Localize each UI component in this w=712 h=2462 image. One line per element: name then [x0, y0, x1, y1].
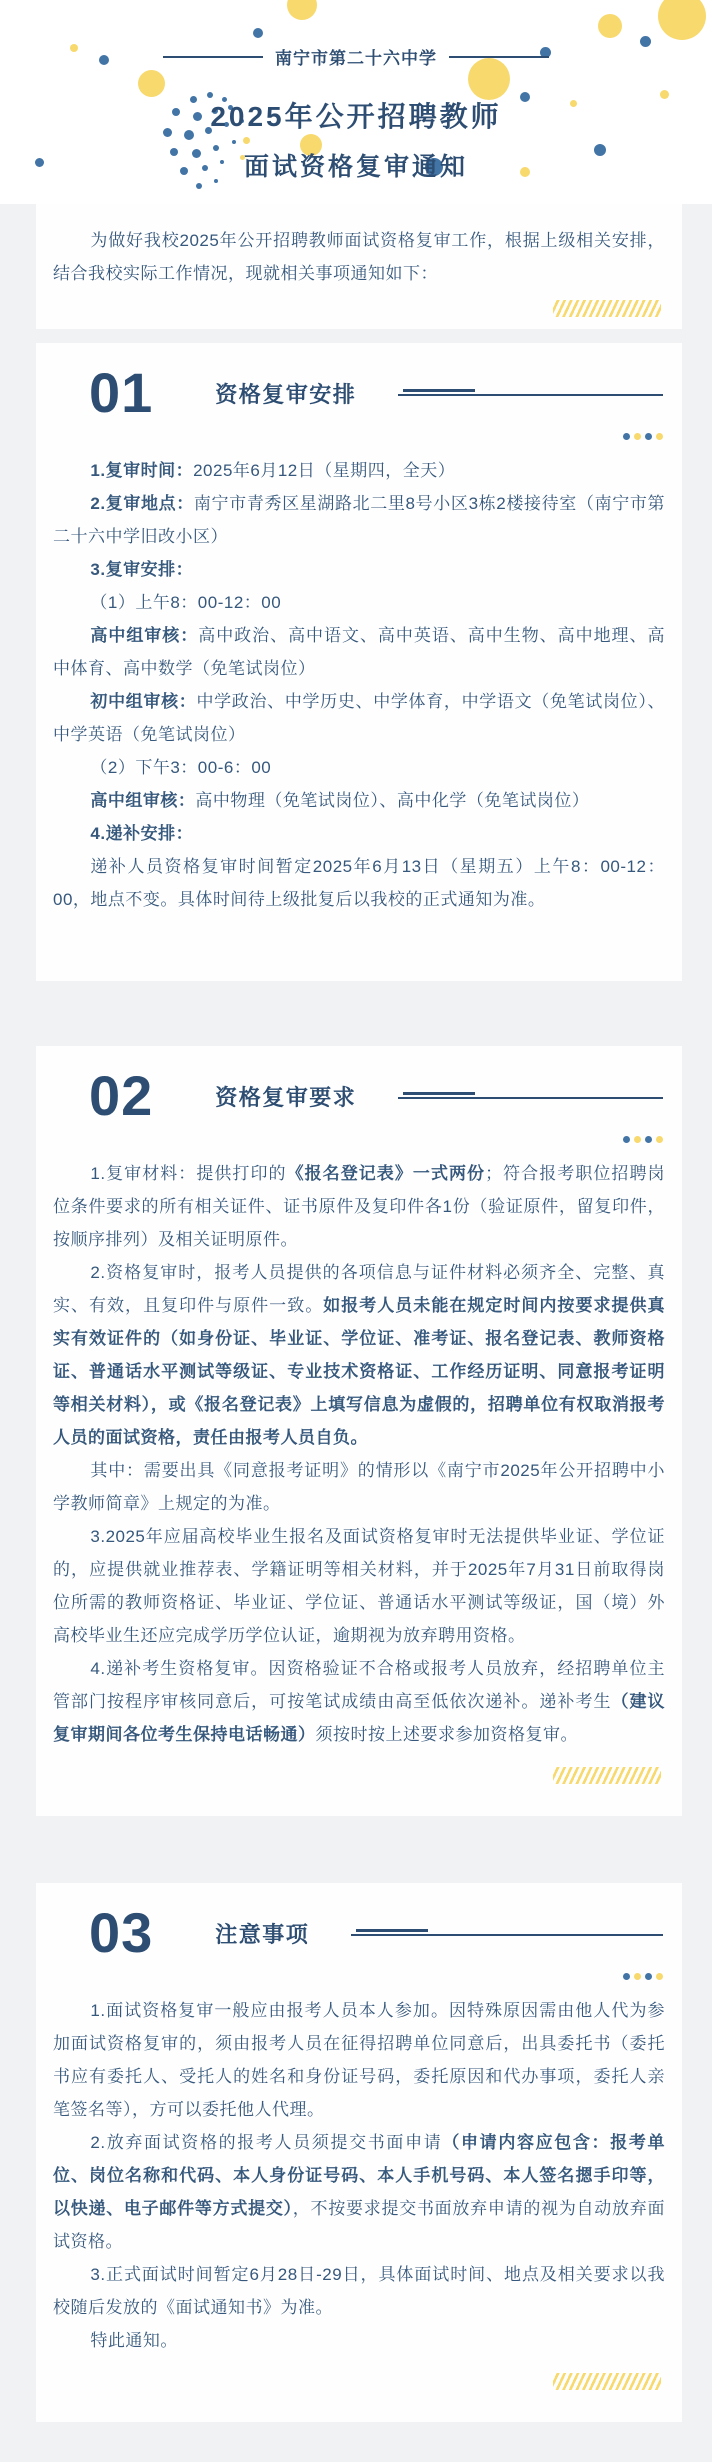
section-header — [53, 361, 665, 425]
school-name-row — [0, 0, 712, 69]
slashes-decoration — [553, 2373, 661, 2390]
blue-dot-decoration — [196, 183, 202, 189]
section-card — [36, 1046, 682, 1816]
section-card — [36, 1883, 682, 2422]
paragraph: 其中：需要出具《同意报考证明》的情形以《南宁市2025年公开招聘中小学教师简章》上规定的为准。 — [53, 1461, 665, 1513]
paragraph: 1.复审时间：2025年6月12日（星期四，全天） — [90, 461, 456, 480]
section-card — [36, 343, 682, 981]
paragraph: 高中组审核：高中政治、高中语文、高中英语、高中生物、高中地理、高中体育、高中数学（免笔试岗位） — [53, 626, 665, 678]
section-title: 注意事项 — [215, 1921, 310, 1947]
header-rule-left — [163, 56, 263, 58]
paragraph: 3.正式面试时间暂定6月28日-29日，具体面试时间、地点及相关要求以我校随后发放的《面试通知书》为准。 — [53, 2265, 665, 2317]
dots-decoration — [53, 1973, 663, 1980]
paragraph: 2.放弃面试资格的报考人员须提交书面申请（申请内容应包含：报考单位、岗位名称和代码、本人身份证号码、本人手机号码、本人签名摁手印等，以快递、电子邮件等方式提交），不按要求提交书面放弃申请的视为自动放弃面试资格。 — [53, 2133, 666, 2251]
section-header — [53, 1901, 665, 1965]
intro-paragraph: 为做好我校2025年公开招聘教师面试资格复审工作，根据上级相关安排，结合我校实际工作情况，现就相关事项通知如下： — [53, 231, 665, 283]
section-title: 资格复审要求 — [215, 1084, 357, 1110]
paragraph: 高中组审核：高中物理（免笔试岗位）、高中化学（免笔试岗位） — [90, 791, 590, 810]
paragraph: 特此通知。 — [90, 2331, 178, 2350]
section-number: 02 — [89, 1064, 154, 1127]
dots-decoration — [53, 433, 663, 440]
section-body — [53, 1157, 665, 1751]
paragraph: 4.递补考生资格复审。因资格验证不合格或报考人员放弃，经招聘单位主管部门按程序审核同意后，可按笔试成绩由高至低依次递补。递补考生（建议复审期间各位考生保持电话畅通）须按时按上述要求参加资格复审。 — [53, 1659, 665, 1744]
section-number: 01 — [89, 361, 154, 424]
paragraph: 1.面试资格复审一般应由报考人员本人参加。因特殊原因需由他人代为参加面试资格复审的，须由报考人员在征得招聘单位同意后，出具委托书（委托书应有委托人、受托人的姓名和身份证号码，委托原因和代办事项，委托人亲笔签名等），方可以委托他人代理。 — [53, 2001, 665, 2119]
header-line-decoration — [398, 1090, 665, 1102]
paragraph: 1.复审材料：提供打印的《报名登记表》一式两份；符合报考职位招聘岗位条件要求的所有相关证件、证书原件及复印件各1份（验证原件，留复印件，按顺序排列）及相关证明原件。 — [53, 1164, 666, 1249]
paragraph: 初中组审核：中学政治、中学历史、中学体育，中学语文（免笔试岗位）、中学英语（免笔试岗位） — [53, 692, 666, 744]
paragraph: 4.递补安排： — [90, 824, 194, 843]
dots-decoration — [53, 1136, 663, 1143]
paragraph: 2.资格复审时，报考人员提供的各项信息与证件材料必须齐全、完整、真实、有效，且复印件与原件一致。如报考人员未能在规定时间内按要求提供真实有效证件的（如身份证、毕业证、学位证、准考证、报名登记表、教师资格证、普通话水平测试等级证、专业技术资格证、工作经历证明、同意报考证明等相关材料），或《报名登记表》上填写信息为虚假的，招聘单位有权取消报考人员的面试资格，责任由报考人员自负。 — [53, 1263, 666, 1447]
school-name: 南宁市第二十六中学 — [275, 49, 437, 68]
header-line-decoration — [351, 1927, 665, 1939]
section-body — [53, 1994, 665, 2357]
header-rule-right — [449, 56, 549, 58]
intro-card — [36, 204, 682, 329]
banner — [0, 0, 712, 204]
page-title-line2: 面试资格复审通知 — [243, 153, 468, 181]
section-number: 03 — [89, 1901, 154, 1964]
paragraph: 3.复审安排： — [90, 560, 194, 579]
slashes-decoration — [553, 300, 661, 317]
paragraph: （1）上午8：00-12：00 — [90, 593, 282, 612]
sections-container — [0, 343, 712, 2422]
bottom-spacer — [0, 2422, 712, 2462]
paragraph: 2.复审地点：南宁市青秀区星湖路北二里8号小区3栋2楼接待室（南宁市第二十六中学旧改小区） — [53, 494, 665, 546]
section-title: 资格复审安排 — [215, 381, 357, 407]
page-title-line1: 2025年公开招聘教师 — [210, 101, 502, 132]
paragraph: 3.2025年应届高校毕业生报名及面试资格复审时无法提供毕业证、学位证的，应提供就业推荐表、学籍证明等相关材料，并于2025年7月31日前取得岗位所需的教师资格证、毕业证、学位证、普通话水平测试等级证，国（境）外高校毕业生还应完成学历学位认证，逾期视为放弃聘用资格。 — [53, 1527, 665, 1645]
slashes-decoration — [553, 1767, 661, 1784]
header-line-decoration — [398, 387, 665, 399]
paragraph: 递补人员资格复审时间暂定2025年6月13日（星期五）上午8：00-12：00，地点不变。具体时间待上级批复后以我校的正式通知为准。 — [53, 857, 665, 909]
paragraph: （2）下午3：00-6：00 — [90, 758, 272, 777]
section-body — [53, 454, 665, 916]
section-header — [53, 1064, 665, 1128]
